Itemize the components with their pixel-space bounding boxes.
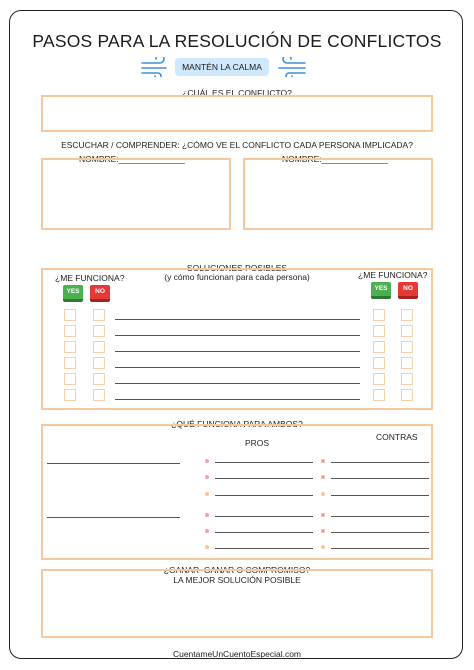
page-title: PASOS PARA LA RESOLUCIÓN DE CONFLICTOS — [32, 31, 442, 51]
checkbox[interactable] — [64, 341, 76, 353]
pros-cons-line[interactable] — [331, 478, 429, 479]
bullet-dot — [321, 475, 325, 479]
pros-cons-line[interactable] — [215, 548, 313, 549]
pros-cons-line[interactable] — [331, 532, 429, 533]
pros-cons-line[interactable] — [215, 516, 313, 517]
solution-line[interactable] — [115, 367, 360, 368]
bullet-dot — [321, 459, 325, 463]
checkbox[interactable] — [93, 357, 105, 369]
checkbox[interactable] — [373, 373, 385, 385]
checkbox[interactable] — [64, 373, 76, 385]
bullet-dot — [205, 459, 209, 463]
bullet-dot — [205, 475, 209, 479]
name-right-label: NOMBRE:______________ — [282, 154, 388, 164]
bullet-dot — [205, 529, 209, 533]
solutions-heading: SOLUCIONES POSIBLES — [186, 263, 288, 273]
no-badge-icon: NO — [90, 285, 110, 302]
pros-cons-line[interactable] — [215, 478, 313, 479]
yes-badge-icon: YES — [63, 285, 83, 302]
works-right-label: ¿ME FUNCIONA? — [358, 270, 428, 280]
checkbox[interactable] — [93, 389, 105, 401]
winwin-heading: ¿GANAR–GANAR O COMPROMISO? — [163, 565, 311, 575]
both-heading: ¿QUÉ FUNCIONA PARA AMBOS? — [171, 419, 303, 429]
checkbox[interactable] — [401, 309, 413, 321]
checkbox[interactable] — [64, 389, 76, 401]
bullet-dot — [321, 513, 325, 517]
solution-line[interactable] — [115, 351, 360, 352]
checkbox[interactable] — [64, 357, 76, 369]
conflict-heading: ¿CUÁL ES EL CONFLICTO? — [182, 88, 292, 98]
checkbox[interactable] — [64, 309, 76, 321]
bullet-dot — [205, 545, 209, 549]
checkbox[interactable] — [373, 357, 385, 369]
pros-label: PROS — [245, 438, 270, 448]
calm-header — [0, 58, 474, 78]
checkbox[interactable] — [401, 373, 413, 385]
wind-icon — [140, 57, 172, 77]
both-box — [41, 424, 433, 560]
pros-cons-line[interactable] — [331, 462, 429, 463]
pros-cons-line[interactable] — [331, 548, 429, 549]
solution-a-line[interactable] — [47, 463, 180, 464]
footer-credit: CuentameUnCuentoEspecial.com — [172, 649, 302, 659]
bullet-dot — [205, 513, 209, 517]
perspective-right-box[interactable] — [243, 158, 433, 230]
pros-cons-line[interactable] — [215, 495, 313, 496]
yes-badge-icon: YES — [371, 282, 391, 299]
checkbox[interactable] — [373, 389, 385, 401]
checkbox[interactable] — [401, 341, 413, 353]
solution-line[interactable] — [115, 399, 360, 400]
checkbox[interactable] — [93, 373, 105, 385]
checkbox[interactable] — [373, 341, 385, 353]
works-left-label: ¿ME FUNCIONA? — [55, 273, 125, 283]
no-badge-icon: NO — [398, 282, 418, 299]
solution-line[interactable] — [115, 383, 360, 384]
checkbox[interactable] — [93, 325, 105, 337]
bullet-dot — [321, 529, 325, 533]
solution-line[interactable] — [115, 335, 360, 336]
solutions-subheading: (y cómo funcionan para cada persona) — [164, 272, 310, 282]
solution-b-line[interactable] — [47, 517, 180, 518]
bullet-dot — [321, 492, 325, 496]
checkbox[interactable] — [373, 325, 385, 337]
winwin-subheading: LA MEJOR SOLUCIÓN POSIBLE — [173, 575, 301, 585]
conflict-box[interactable] — [41, 95, 433, 132]
checkbox[interactable] — [373, 309, 385, 321]
winwin-box[interactable] — [41, 569, 433, 638]
checkbox[interactable] — [401, 389, 413, 401]
wind-icon — [273, 57, 307, 77]
calm-badge: MANTÉN LA CALMA — [175, 58, 269, 76]
checkbox[interactable] — [93, 309, 105, 321]
checkbox[interactable] — [401, 357, 413, 369]
checkbox[interactable] — [64, 325, 76, 337]
pros-cons-line[interactable] — [215, 462, 313, 463]
listen-heading: ESCUCHAR / COMPRENDER: ¿CÓMO VE EL CONFLICTO CADA PERSONA IMPLICADA? — [61, 140, 413, 150]
bullet-dot — [205, 492, 209, 496]
cons-label: CONTRAS — [376, 432, 418, 442]
checkbox[interactable] — [401, 325, 413, 337]
checkbox[interactable] — [93, 341, 105, 353]
perspective-left-box[interactable] — [41, 158, 231, 230]
pros-cons-line[interactable] — [215, 532, 313, 533]
bullet-dot — [321, 545, 325, 549]
pros-cons-line[interactable] — [331, 516, 429, 517]
name-left-label: NOMBRE:______________ — [79, 154, 185, 164]
solution-line[interactable] — [115, 319, 360, 320]
pros-cons-line[interactable] — [331, 495, 429, 496]
